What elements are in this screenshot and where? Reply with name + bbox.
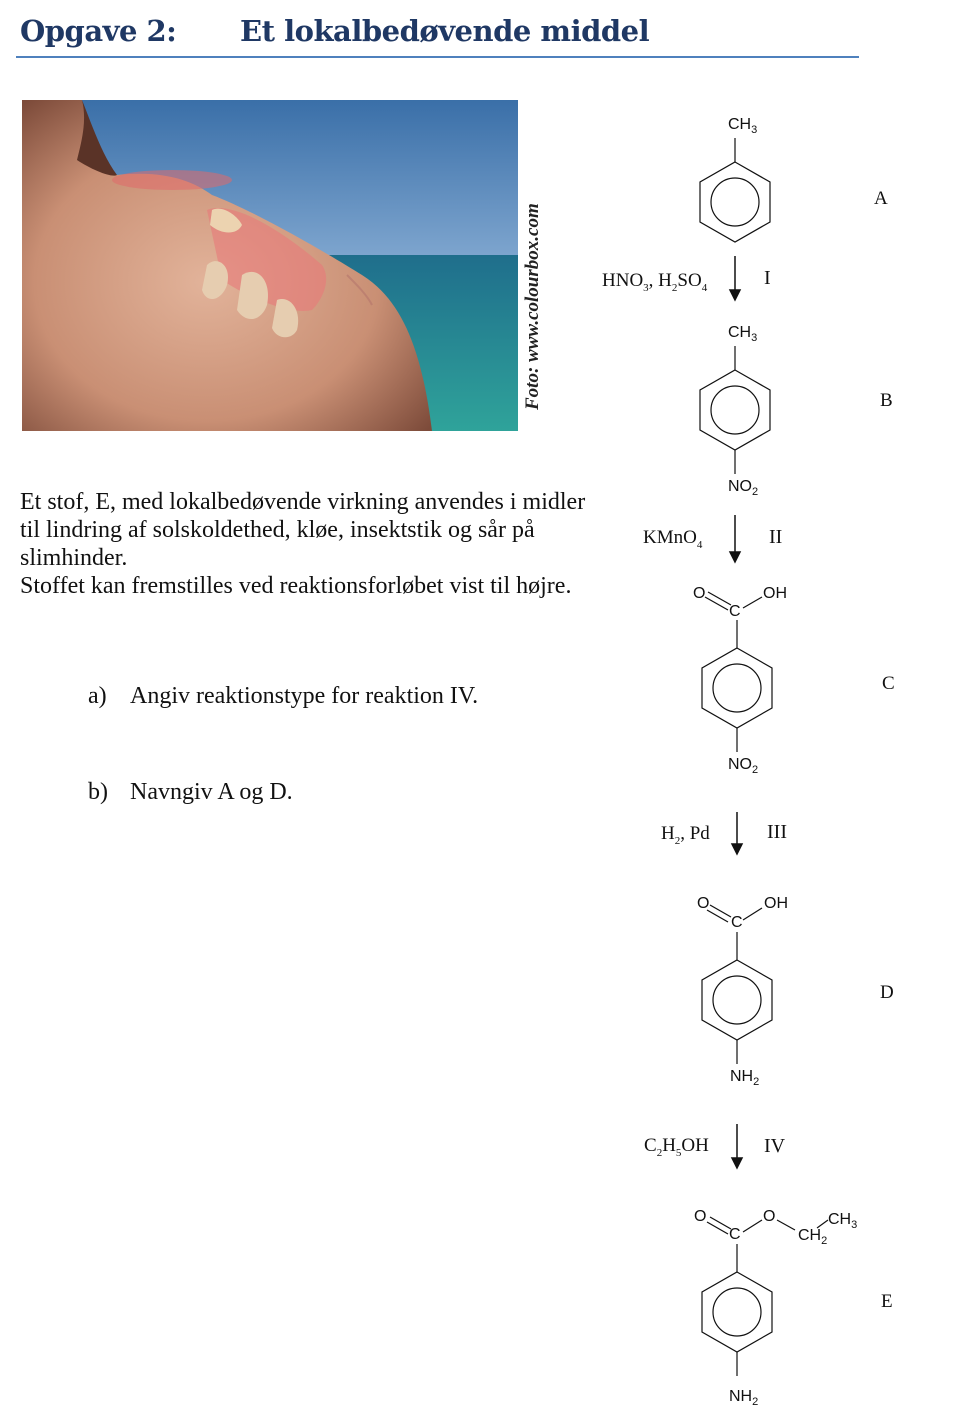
step-label-i: I (764, 267, 771, 289)
atom-c-d: C (731, 914, 743, 931)
intro-paragraph-2: Stoffet kan fremstilles ved reaktionsforløbet vist til højre. (20, 573, 572, 599)
atom-o-d: O (697, 895, 710, 912)
step-label-iv: IV (764, 1135, 786, 1157)
reagent-step-ii: KMnO$_4$ (643, 527, 703, 551)
arrow-head-ii (730, 552, 740, 562)
group-ch2-e: $CH_2$ (798, 1227, 828, 1248)
intro-text (20, 488, 590, 600)
arrow-head-i (730, 290, 740, 300)
question-label: b) (88, 779, 108, 805)
question-b (88, 779, 293, 806)
group-oh-d: OH (764, 895, 788, 912)
question-text: Angiv reaktionstype for reaktion IV. (130, 683, 479, 709)
atom-o-c: O (693, 585, 706, 602)
reagent-step-iv: $C_2H_5OH$ (644, 1135, 709, 1159)
group-oh-c: OH (763, 585, 787, 602)
reagent-step-iii: $H_2$, Pd (661, 823, 710, 847)
group-ch3-e: $CH_3$ (828, 1211, 858, 1232)
sunburned-back-photo (22, 100, 518, 431)
reaction-scheme-drawing (590, 100, 976, 1420)
question-a (88, 683, 478, 710)
group-nh2-d: $NH_2$ (730, 1068, 760, 1089)
group-no2-b: $NO_2$ (728, 478, 759, 499)
atom-o-e: O (694, 1208, 707, 1225)
atom-o-ester: O (763, 1208, 776, 1225)
group-no2-c: $NO_2$ (728, 756, 759, 777)
arrow-head-iv (732, 1158, 742, 1168)
arrow-head-iii (732, 844, 742, 854)
atom-c-c: C (729, 603, 741, 620)
group-nh2-e: $NH_2$ (729, 1388, 759, 1409)
step-label-iii: III (767, 821, 787, 843)
task-number: Opgave 2: (20, 14, 177, 48)
benzene-ring-b (700, 346, 770, 474)
step-label-ii: II (769, 526, 783, 548)
compound-label-d: D (880, 982, 894, 1003)
compound-label-e: E (881, 1291, 893, 1312)
question-label: a) (88, 683, 107, 709)
photo-credit: Foto: www.colourbox.com (522, 203, 543, 410)
reagent-step-i: $HNO_3$, $H_2SO_4$ (602, 270, 708, 294)
compound-label-b: B (880, 390, 893, 411)
question-text: Navngiv A og D. (130, 779, 293, 805)
atom-c-e: C (729, 1226, 741, 1243)
intro-paragraph-1: Et stof, E, med lokalbedøvende virkning anvendes i midler til lindring af solskoldethed, kløe, insektstik og sår på slimhinder. (20, 489, 586, 571)
group-ch3-a: $CH_3$ (728, 116, 758, 137)
reaction-scheme (590, 100, 976, 1420)
group-ch3-b: $CH_3$ (728, 324, 758, 345)
benzene-ring-a (700, 138, 770, 242)
header-rule (16, 56, 859, 58)
compound-label-a: A (874, 188, 888, 209)
task-title: Et lokalbedøvende middel (240, 14, 650, 48)
page-header (20, 12, 860, 58)
compound-label-c: C (882, 673, 895, 694)
